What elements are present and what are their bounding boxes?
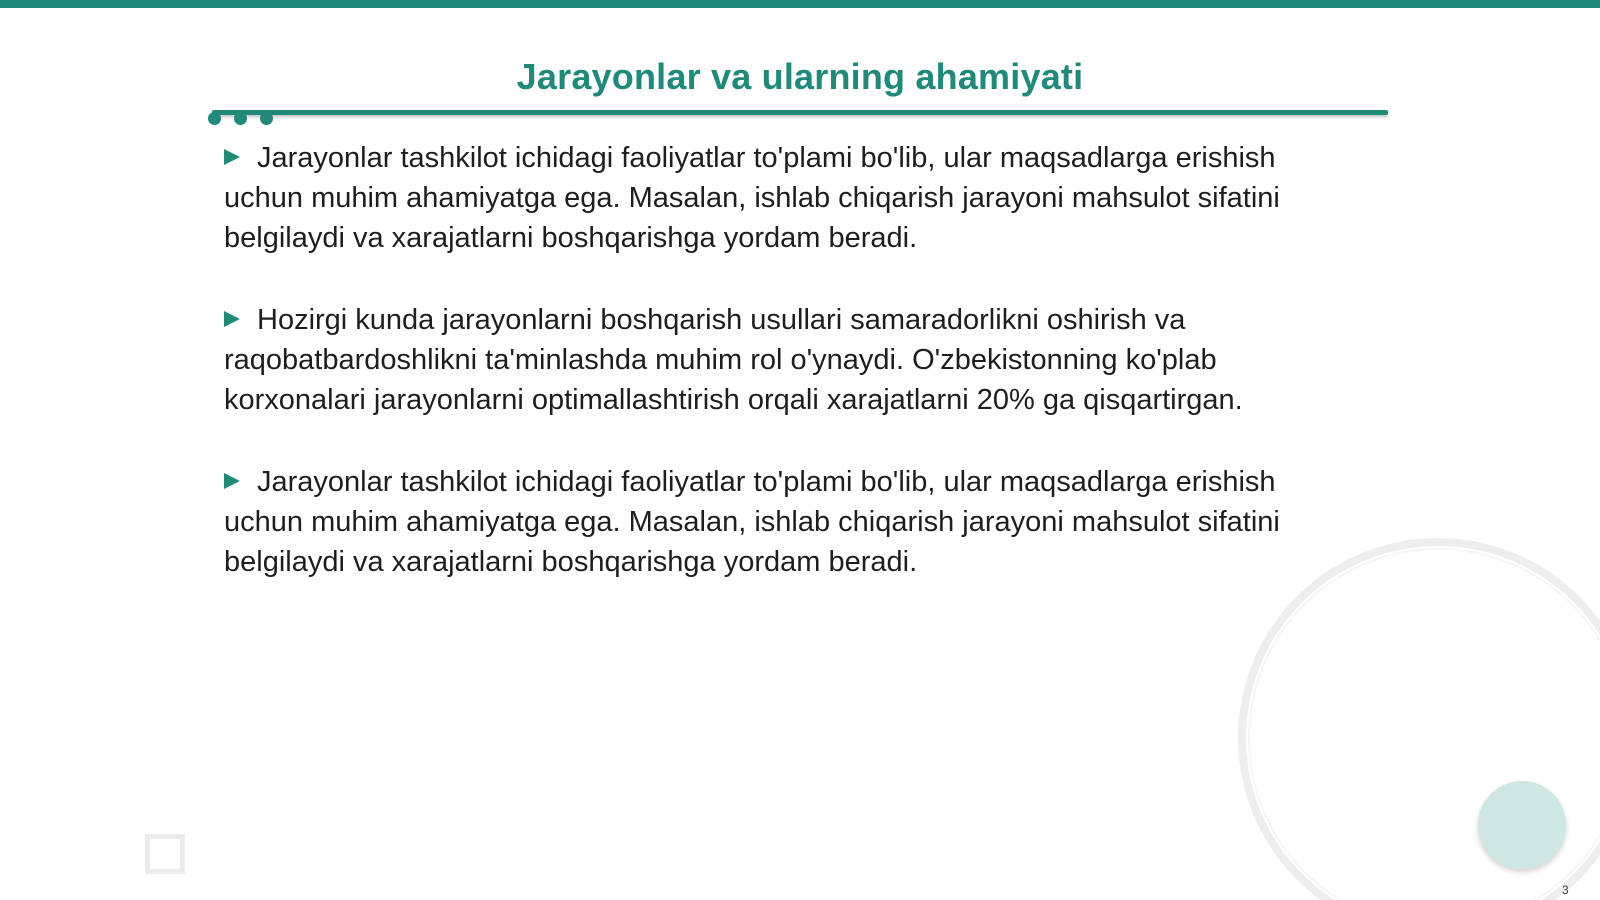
decor-dot <box>208 112 221 125</box>
slide-title: Jarayonlar va ularning ahamiyati <box>516 56 1084 97</box>
bullet-item <box>224 462 1354 582</box>
decor-dot <box>234 112 247 125</box>
bullet-item <box>224 300 1354 420</box>
decor-disc <box>1478 781 1566 869</box>
title-underline <box>212 110 1388 115</box>
triangle-right-icon <box>224 149 240 165</box>
bullet-text: Hozirgi kunda jarayonlarni boshqarish usullari samaradorlikni oshirish va raqobatbardoshlikni ta'minlashda muhim rol o'ynaydi. O'zbekistonning ko'plab korxonalari jarayonlarni optimallashtirish orqali xarajatlarni 20% ga qisqartirgan. <box>224 304 1243 416</box>
decor-square <box>145 834 185 874</box>
bullet-text: Jarayonlar tashkilot ichidagi faoliyatlar to'plami bo'lib, ular maqsadlarga erishish uchun muhim ahamiyatga ega. Masalan, ishlab chiqarish jarayoni mahsulot sifatini belgilaydi va xarajatlarni boshqarishga yordam beradi. <box>224 142 1280 254</box>
top-accent-bar <box>0 0 1600 8</box>
bullet-item <box>224 138 1354 258</box>
slide-number: 3 <box>1562 883 1569 897</box>
bullet-text: Jarayonlar tashkilot ichidagi faoliyatlar to'plami bo'lib, ular maqsadlarga erishish uchun muhim ahamiyatga ega. Masalan, ishlab chiqarish jarayoni mahsulot sifatini belgilaydi va xarajatlarni boshqarishga yordam beradi. <box>224 466 1280 578</box>
triangle-right-icon <box>224 473 240 489</box>
bullet-list <box>224 138 1354 624</box>
triangle-right-icon <box>224 311 240 327</box>
decor-dot <box>260 112 273 125</box>
